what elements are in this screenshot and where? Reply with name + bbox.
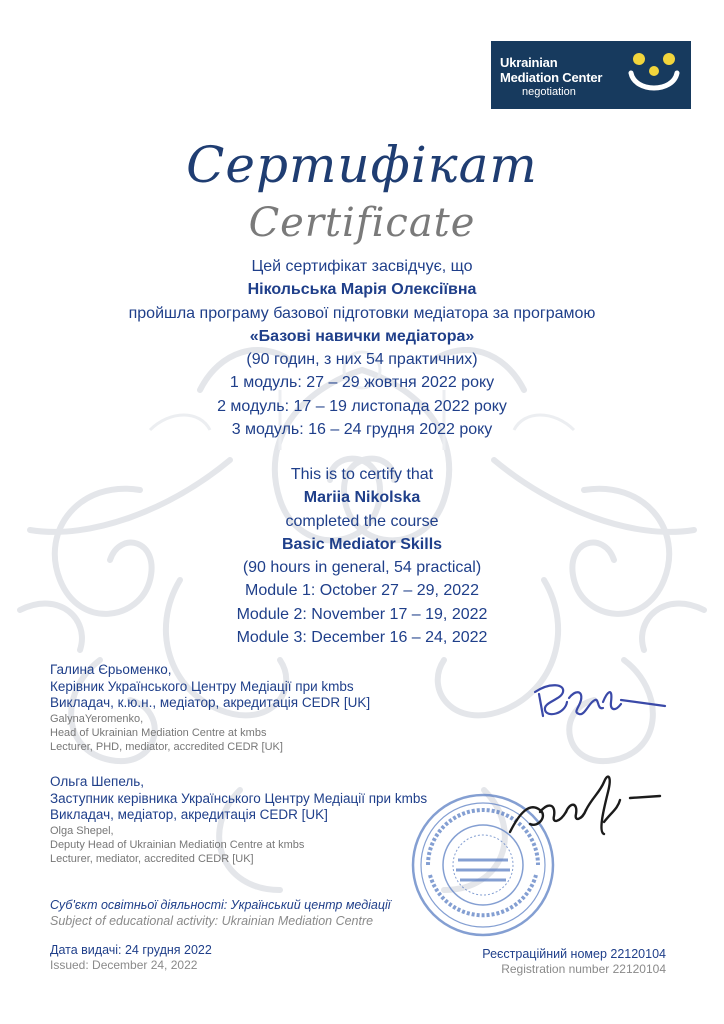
subject-en: Subject of educational activity: Ukrainian Mediation Centre [50,914,374,928]
en-program-name: Basic Mediator Skills [281,535,443,553]
issue-date-ua: Дата видачі: 24 грудня 2022 [50,943,212,957]
title-english: Certificate [248,200,476,246]
ua-hours: (90 годин, з них 54 практичних) [246,351,478,369]
logo-line-1: Ukrainian [500,55,558,70]
title-ukrainian: Сертифікат [186,136,538,194]
logo-line-3: negotiation [522,86,576,98]
ua-completed-line: пройшла програму базової підготовки медіатора за програмою [128,304,596,322]
signatory-1-ua-role: Керівник Українського Центру Медіації при kmbs [50,678,354,694]
en-recipient-name: Mariia Nikolska [303,489,421,507]
logo-smile-icon [625,49,683,101]
signatory-1-en-role: Head of Ukrainian Mediation Centre at kmbs [50,726,267,739]
signature-2-icon [500,762,670,842]
en-module-2: Module 2: November 17 – 19, 2022 [236,605,488,623]
signatory-1-ua-title: Викладач, к.ю.н., медіатор, акредитація CEDR [UK] [50,695,371,711]
signatory-2 [50,774,427,866]
signatory-1 [50,662,370,754]
en-completed-line: completed the course [285,512,439,530]
ua-module-1: 1 модуль: 27 – 29 жовтня 2022 року [229,374,495,392]
ukrainian-mediation-center-logo [491,41,691,109]
en-hours: (90 hours in general, 54 practical) [242,559,482,577]
registration-number-en: Registration number 22120104 [501,962,666,976]
subject-of-educational-activity [50,897,391,929]
issue-date [50,942,212,973]
signatory-1-en-name: GalynaYeromenko, [50,712,144,725]
registration-number-ua: Реєстраційний номер 22120104 [482,947,666,961]
logo-line-2: Mediation Center [500,70,603,85]
signatory-2-en-name: Olga Shepel, [50,824,114,837]
en-certify-line: This is to certify that [290,466,434,483]
signatory-2-ua-name: Ольга Шепель, [50,774,145,789]
en-module-3: Module 3: December 16 – 24, 2022 [236,629,488,647]
ua-certify-line: Цей сертифікат засвідчує, що [251,258,473,275]
signatory-2-en-role: Deputy Head of Ukrainian Mediation Centre at kmbs [50,838,305,851]
ua-module-3: 3 модуль: 16 – 24 грудня 2022 року [231,421,493,439]
signatory-2-ua-title: Викладач, медіатор, акредитація CEDR [UK] [50,807,328,823]
issue-date-en: Issued: December 24, 2022 [50,958,198,972]
en-module-1: Module 1: October 27 – 29, 2022 [245,582,479,600]
ua-recipient-name: Нікольська Марія Олексіївна [247,281,477,299]
signatory-1-en-title: Lecturer, PHD, mediator, accredited CEDR [UK] [50,740,283,753]
ua-program-name: «Базові навички медіатора» [249,327,475,345]
ukrainian-certification-text [0,255,724,441]
ua-module-2: 2 модуль: 17 – 19 листопада 2022 року [217,397,507,415]
english-certification-text [0,463,724,649]
signatory-1-ua-name: Галина Єрьоменко, [50,662,172,677]
subject-ua: Суб'єкт освітньої діяльності: Український центр медіації [50,898,391,912]
signatory-2-ua-role: Заступник керівника Українського Центру Медіації при kmbs [50,790,428,806]
registration-number [482,946,666,977]
signature-1-icon [525,672,675,732]
signatory-2-en-title: Lecturer, mediator, accredited CEDR [UK] [50,852,254,865]
